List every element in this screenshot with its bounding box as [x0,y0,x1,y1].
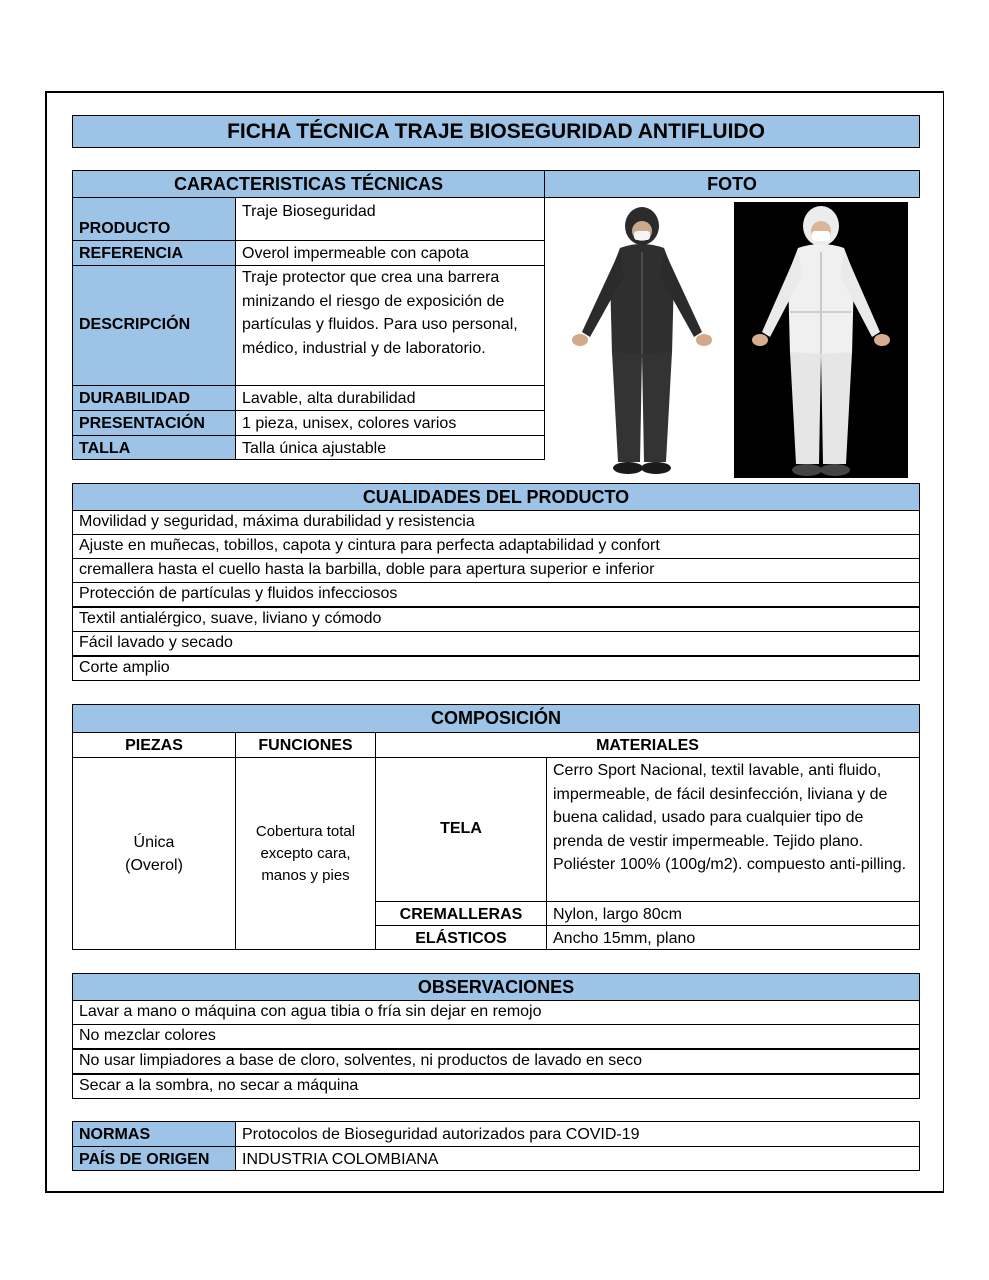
quality-item: Corte amplio [72,656,920,681]
function-cell: Cobertura total excepto cara, manos y pies [235,757,376,950]
footer-section [72,1121,920,1171]
quality-item: Movilidad y seguridad, máxima durabilidad y resistencia [72,510,920,535]
spec-label-durabilidad: DURABILIDAD [72,385,236,411]
observations-header: OBSERVACIONES [72,973,920,1001]
spec-value-descripcion: Traje protector que crea una barrera minizando el riesgo de exposición de partículas y fluidos. Para uso personal, médico, industrial y de laboratorio. [235,265,545,386]
material-desc-cremalleras: Nylon, largo 80cm [546,901,920,926]
spec-value-talla: Talla única ajustable [235,435,545,460]
spec-label-presentacion: PRESENTACIÓN [72,410,236,436]
photo-header: FOTO [544,170,920,198]
spec-value-referencia: Overol impermeable con capota [235,240,545,266]
spec-value-producto: Traje Bioseguridad [235,197,545,241]
composition-header: COMPOSICIÓN [72,704,920,733]
specs-header: CARACTERISTICAS TÉCNICAS [72,170,545,198]
observation-item: No usar limpiadores a base de cloro, solventes, ni productos de lavado en seco [72,1049,920,1074]
composition-section [72,704,920,950]
observation-item: Secar a la sombra, no secar a máquina [72,1074,920,1099]
material-desc-elasticos: Ancho 15mm, plano [546,925,920,950]
page-title: FICHA TÉCNICA TRAJE BIOSEGURIDAD ANTIFLUIDO [72,115,920,148]
material-name-elasticos: ELÁSTICOS [375,925,547,950]
observation-item: Lavar a mano o máquina con agua tibia o fría sin dejar en remojo [72,1000,920,1025]
col-funciones-header: FUNCIONES [235,732,376,758]
suit-photo-white [734,202,908,478]
col-materiales-header: MATERIALES [375,732,920,758]
qualities-header: CUALIDADES DEL PRODUCTO [72,483,920,511]
footer-value-normas: Protocolos de Bioseguridad autorizados para COVID-19 [235,1121,920,1147]
quality-item: Ajuste en muñecas, tobillos, capota y cintura para perfecta adaptabilidad y confort [72,534,920,559]
quality-item: Protección de partículas y fluidos infecciosos [72,582,920,607]
spec-label-referencia: REFERENCIA [72,240,236,266]
footer-label-pais: PAÍS DE ORIGEN [72,1146,236,1171]
quality-item: cremallera hasta el cuello hasta la barbilla, doble para apertura superior e inferior [72,558,920,583]
footer-label-normas: NORMAS [72,1121,236,1147]
qualities-section [72,483,920,683]
material-name-tela: TELA [375,757,547,902]
col-piezas-header: PIEZAS [72,732,236,758]
spec-value-durabilidad: Lavable, alta durabilidad [235,385,545,411]
suit-photo-black [562,204,722,480]
spec-label-producto: PRODUCTO [72,197,236,241]
specs-section [72,170,920,480]
observation-item: No mezclar colores [72,1024,920,1049]
quality-item: Fácil lavado y secado [72,631,920,656]
footer-value-pais: INDUSTRIA COLOMBIANA [235,1146,920,1171]
piece-cell: Única (Overol) [72,757,236,950]
observations-section [72,973,920,1101]
spec-value-presentacion: 1 pieza, unisex, colores varios [235,410,545,436]
spec-label-descripcion: DESCRIPCIÓN [72,265,236,386]
spec-label-talla: TALLA [72,435,236,460]
material-name-cremalleras: CREMALLERAS [375,901,547,926]
material-desc-tela: Cerro Sport Nacional, textil lavable, anti fluido, impermeable, de fácil desinfección, liviana y de buena calidad, usado para cualquier tipo de prenda de vestir impermeable. Tejido plano. Poliéster 100% (100g/m2). compuesto anti-pilling. [546,757,920,902]
quality-item: Textil antialérgico, suave, liviano y cómodo [72,607,920,632]
